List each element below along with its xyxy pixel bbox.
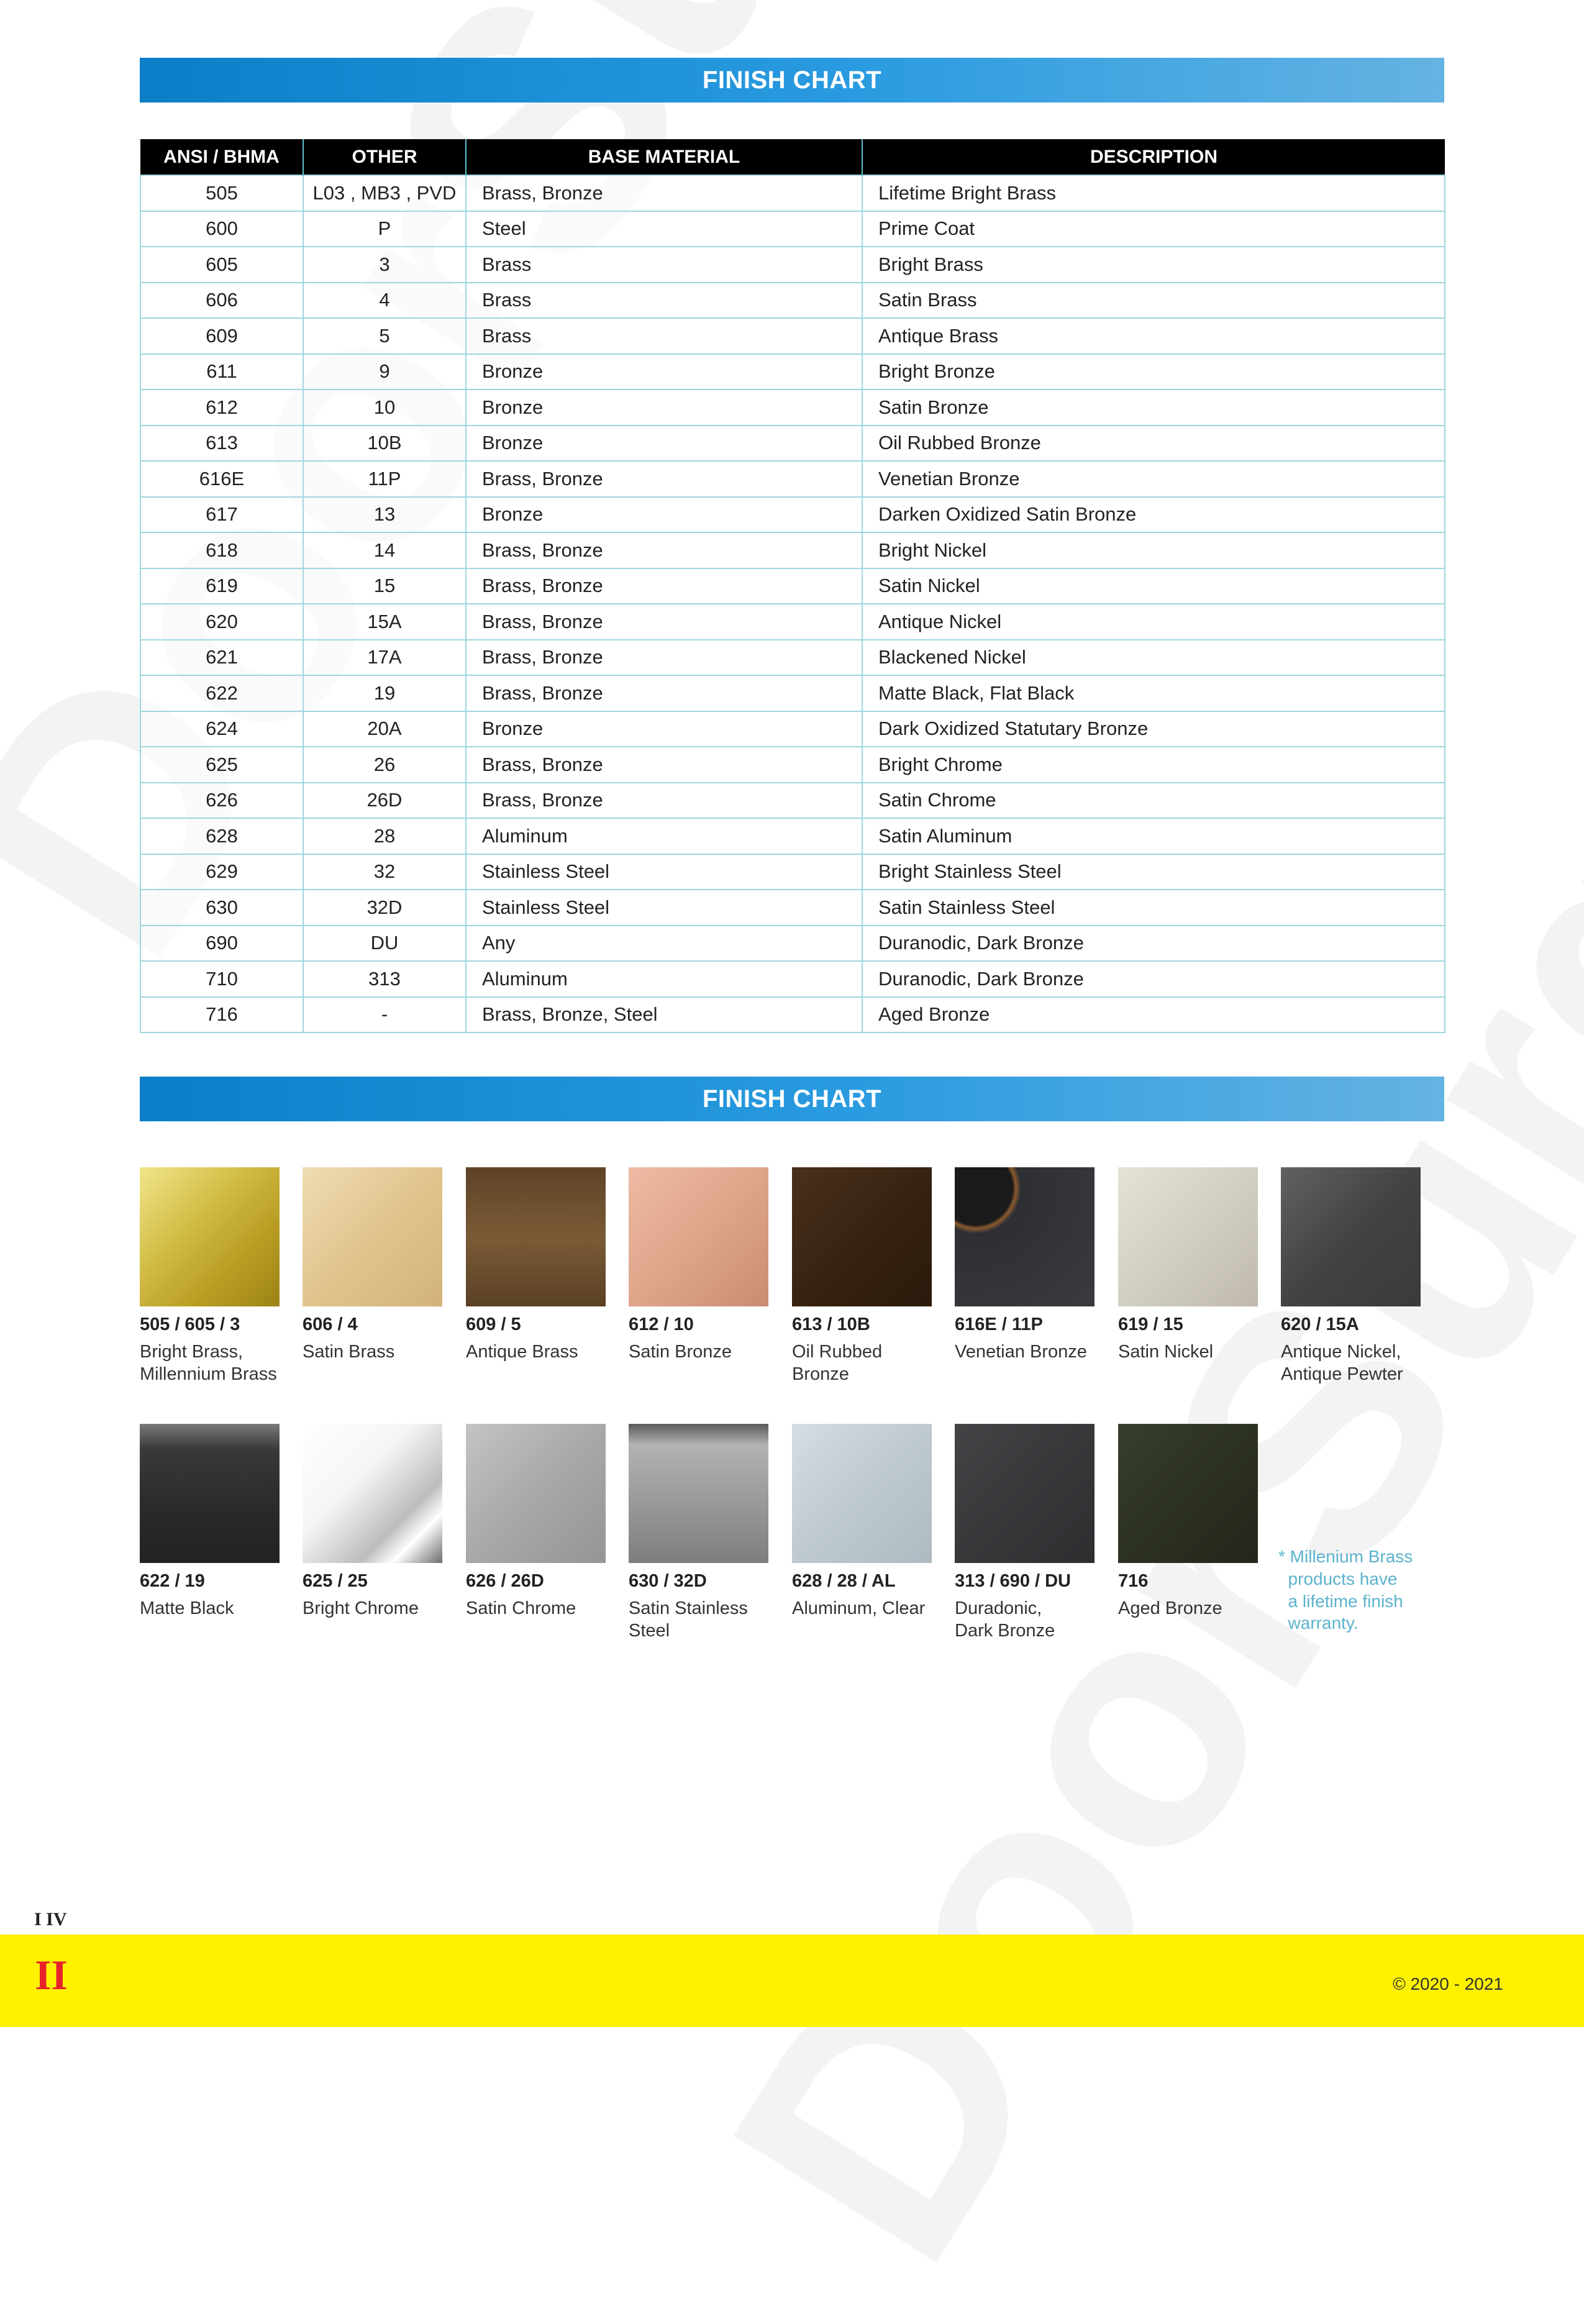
table-cell: 600 bbox=[140, 211, 303, 247]
table-cell: Venetian Bronze bbox=[862, 461, 1445, 497]
finish-swatch bbox=[140, 1167, 280, 1385]
table-row bbox=[140, 318, 1445, 354]
table-cell: Duranodic, Dark Bronze bbox=[862, 961, 1445, 997]
footer-band bbox=[0, 1934, 1584, 2027]
table-cell: 10B bbox=[303, 426, 466, 462]
table-cell: 606 bbox=[140, 283, 303, 319]
table-cell: Steel bbox=[466, 211, 862, 247]
table-cell: 26 bbox=[303, 747, 466, 783]
table-cell: DU bbox=[303, 926, 466, 962]
table-cell: 629 bbox=[140, 854, 303, 890]
table-cell: 11P bbox=[303, 461, 466, 497]
table-cell: 690 bbox=[140, 926, 303, 962]
table-cell: Brass bbox=[466, 247, 862, 283]
table-cell: Lifetime Bright Brass bbox=[862, 175, 1445, 211]
table-cell: Prime Coat bbox=[862, 211, 1445, 247]
table-header-cell: OTHER bbox=[303, 139, 466, 175]
chapter-marker: I IV bbox=[34, 1909, 67, 1930]
swatch-image bbox=[466, 1167, 606, 1306]
table-cell: 605 bbox=[140, 247, 303, 283]
swatch-name: Satin Chrome bbox=[466, 1598, 576, 1618]
table-cell: 4 bbox=[303, 283, 466, 319]
table-cell: P bbox=[303, 211, 466, 247]
table-cell: 710 bbox=[140, 961, 303, 997]
table-cell: 313 bbox=[303, 961, 466, 997]
table-row bbox=[140, 711, 1445, 747]
table-cell: Antique Brass bbox=[862, 318, 1445, 354]
swatch-code: 630 / 32D bbox=[629, 1571, 707, 1591]
table-cell: 628 bbox=[140, 818, 303, 854]
swatch-code: 612 / 10 bbox=[629, 1315, 694, 1334]
table-cell: 624 bbox=[140, 711, 303, 747]
table-cell: 9 bbox=[303, 354, 466, 390]
table-row bbox=[140, 247, 1445, 283]
table-cell: 28 bbox=[303, 818, 466, 854]
table-row bbox=[140, 461, 1445, 497]
table-cell: 5 bbox=[303, 318, 466, 354]
swatch-image bbox=[1118, 1167, 1258, 1306]
swatch-image bbox=[140, 1424, 280, 1563]
table-row bbox=[140, 640, 1445, 676]
table-cell: Brass, Bronze bbox=[466, 604, 862, 640]
table-cell: Satin Brass bbox=[862, 283, 1445, 319]
finish-swatch bbox=[303, 1167, 442, 1363]
swatch-name: Satin Bronze bbox=[629, 1341, 732, 1362]
finish-swatch bbox=[629, 1167, 768, 1363]
warranty-note: * Millenium Brass products have a lifetime finish warranty. bbox=[1278, 1547, 1413, 1633]
table-cell: Aluminum bbox=[466, 961, 862, 997]
table-cell: Bronze bbox=[466, 390, 862, 426]
table-cell: 10 bbox=[303, 390, 466, 426]
table-cell: 3 bbox=[303, 247, 466, 283]
table-cell: 609 bbox=[140, 318, 303, 354]
table-cell: Bright Bronze bbox=[862, 354, 1445, 390]
finish-swatch bbox=[629, 1424, 768, 1642]
table-cell: Bright Nickel bbox=[862, 532, 1445, 568]
table-row bbox=[140, 390, 1445, 426]
table-cell: Satin Nickel bbox=[862, 568, 1445, 604]
table-row bbox=[140, 426, 1445, 462]
table-cell: 613 bbox=[140, 426, 303, 462]
table-cell: Brass, Bronze bbox=[466, 175, 862, 211]
table-cell: 17A bbox=[303, 640, 466, 676]
table-cell: 616E bbox=[140, 461, 303, 497]
table-cell: Antique Nickel bbox=[862, 604, 1445, 640]
table-cell: 618 bbox=[140, 532, 303, 568]
table-header-cell: DESCRIPTION bbox=[862, 139, 1445, 175]
table-header-cell: BASE MATERIAL bbox=[466, 139, 862, 175]
table-cell: Brass bbox=[466, 283, 862, 319]
swatch-name: Antique Nickel, Antique Pewter bbox=[1281, 1341, 1403, 1385]
table-row bbox=[140, 818, 1445, 854]
swatch-image bbox=[629, 1167, 768, 1306]
swatch-code: 616E / 11P bbox=[955, 1315, 1043, 1334]
swatch-code: 606 / 4 bbox=[303, 1315, 358, 1334]
table-cell: Brass, Bronze bbox=[466, 532, 862, 568]
swatch-name: Antique Brass bbox=[466, 1341, 578, 1362]
table-cell: 19 bbox=[303, 675, 466, 711]
swatch-name: Satin Nickel bbox=[1118, 1341, 1214, 1362]
swatch-code: 620 / 15A bbox=[1281, 1315, 1359, 1334]
table-cell: 32 bbox=[303, 854, 466, 890]
swatch-code: 609 / 5 bbox=[466, 1315, 521, 1334]
table-row bbox=[140, 604, 1445, 640]
swatch-image bbox=[1118, 1424, 1258, 1563]
table-body bbox=[140, 175, 1445, 1032]
table-cell: 716 bbox=[140, 997, 303, 1033]
finish-swatch bbox=[140, 1424, 280, 1620]
table-cell: 621 bbox=[140, 640, 303, 676]
table-cell: Brass bbox=[466, 318, 862, 354]
table-cell: Oil Rubbed Bronze bbox=[862, 426, 1445, 462]
finish-swatch bbox=[466, 1167, 606, 1363]
table-cell: Stainless Steel bbox=[466, 890, 862, 926]
swatch-code: 505 / 605 / 3 bbox=[140, 1315, 240, 1334]
table-row bbox=[140, 175, 1445, 211]
table-row bbox=[140, 354, 1445, 390]
swatch-image bbox=[303, 1167, 442, 1306]
swatch-name: Satin Brass bbox=[303, 1341, 395, 1362]
copyright-text: © 2020 - 2021 bbox=[1393, 1974, 1503, 1994]
table-cell: Satin Bronze bbox=[862, 390, 1445, 426]
swatch-image bbox=[303, 1424, 442, 1563]
table-cell: 26D bbox=[303, 783, 466, 819]
table-cell: 13 bbox=[303, 497, 466, 533]
table-cell: 625 bbox=[140, 747, 303, 783]
swatch-name: Aged Bronze bbox=[1118, 1598, 1222, 1618]
table-cell: Satin Aluminum bbox=[862, 818, 1445, 854]
table-cell: 622 bbox=[140, 675, 303, 711]
table-cell: Bright Brass bbox=[862, 247, 1445, 283]
table-row bbox=[140, 783, 1445, 819]
table-cell: Brass, Bronze bbox=[466, 675, 862, 711]
table-row bbox=[140, 961, 1445, 997]
table-cell: 505 bbox=[140, 175, 303, 211]
section-header-swatches: FINISH CHART bbox=[140, 1077, 1444, 1121]
table-cell: Darken Oxidized Satin Bronze bbox=[862, 497, 1445, 533]
finish-swatch bbox=[792, 1167, 932, 1385]
table-row bbox=[140, 997, 1445, 1033]
swatch-image bbox=[792, 1424, 932, 1563]
swatch-code: 625 / 25 bbox=[303, 1571, 368, 1591]
table-row bbox=[140, 890, 1445, 926]
swatch-name: Satin Stainless Steel bbox=[629, 1598, 748, 1641]
table-row bbox=[140, 747, 1445, 783]
swatch-name: Bright Chrome bbox=[303, 1598, 419, 1618]
table-cell: Brass, Bronze bbox=[466, 747, 862, 783]
table-cell: Aged Bronze bbox=[862, 997, 1445, 1033]
table-cell: Brass, Bronze bbox=[466, 568, 862, 604]
swatch-image bbox=[955, 1167, 1095, 1306]
swatch-code: 716 bbox=[1118, 1571, 1149, 1591]
swatch-code: 613 / 10B bbox=[792, 1315, 870, 1334]
finish-swatch bbox=[955, 1424, 1095, 1642]
table-cell: Dark Oxidized Statutary Bronze bbox=[862, 711, 1445, 747]
table-cell: 626 bbox=[140, 783, 303, 819]
swatch-name: Duradonic, Dark Bronze bbox=[955, 1598, 1055, 1641]
swatch-image bbox=[955, 1424, 1095, 1563]
finish-swatch bbox=[792, 1424, 932, 1620]
table-cell: Satin Stainless Steel bbox=[862, 890, 1445, 926]
swatch-image bbox=[140, 1167, 280, 1306]
page-marker: II bbox=[35, 1951, 68, 1998]
table-cell: Satin Chrome bbox=[862, 783, 1445, 819]
swatch-name: Matte Black bbox=[140, 1598, 234, 1618]
table-cell: Aluminum bbox=[466, 818, 862, 854]
table-cell: Bronze bbox=[466, 497, 862, 533]
table-cell: - bbox=[303, 997, 466, 1033]
swatch-name: Bright Brass, Millennium Brass bbox=[140, 1341, 277, 1385]
table-cell: Bronze bbox=[466, 711, 862, 747]
table-row bbox=[140, 532, 1445, 568]
swatch-image bbox=[792, 1167, 932, 1306]
table-row bbox=[140, 926, 1445, 962]
table-cell: Any bbox=[466, 926, 862, 962]
swatch-image bbox=[466, 1424, 606, 1563]
swatch-name: Oil Rubbed Bronze bbox=[792, 1341, 883, 1385]
finish-swatch bbox=[1118, 1167, 1258, 1363]
section-header-table: FINISH CHART bbox=[140, 58, 1444, 103]
table-row bbox=[140, 211, 1445, 247]
table-cell: 611 bbox=[140, 354, 303, 390]
swatch-image bbox=[1281, 1167, 1421, 1306]
swatch-code: 622 / 19 bbox=[140, 1571, 205, 1591]
table-cell: Bronze bbox=[466, 426, 862, 462]
table-cell: 619 bbox=[140, 568, 303, 604]
table-cell: L03 , MB3 , PVD bbox=[303, 175, 466, 211]
table-cell: 32D bbox=[303, 890, 466, 926]
swatch-code: 626 / 26D bbox=[466, 1571, 544, 1591]
table-row bbox=[140, 568, 1445, 604]
finish-swatch bbox=[955, 1167, 1095, 1363]
swatch-code: 313 / 690 / DU bbox=[955, 1571, 1071, 1591]
finish-swatch bbox=[1118, 1424, 1258, 1620]
swatch-image bbox=[629, 1424, 768, 1563]
table-cell: 612 bbox=[140, 390, 303, 426]
table-cell: Brass, Bronze bbox=[466, 461, 862, 497]
table-cell: 20A bbox=[303, 711, 466, 747]
finish-swatch bbox=[303, 1424, 442, 1620]
swatch-name: Venetian Bronze bbox=[955, 1341, 1087, 1362]
swatch-code: 619 / 15 bbox=[1118, 1315, 1183, 1334]
table-cell: Bright Chrome bbox=[862, 747, 1445, 783]
swatch-code: 628 / 28 / AL bbox=[792, 1571, 896, 1591]
table-cell: Bronze bbox=[466, 354, 862, 390]
table-header-cell: ANSI / BHMA bbox=[140, 139, 303, 175]
table-header-row bbox=[140, 139, 1445, 175]
table-cell: 630 bbox=[140, 890, 303, 926]
table-cell: Brass, Bronze bbox=[466, 783, 862, 819]
table-cell: Matte Black, Flat Black bbox=[862, 675, 1445, 711]
table-row bbox=[140, 283, 1445, 319]
table-cell: 15 bbox=[303, 568, 466, 604]
table-cell: 15A bbox=[303, 604, 466, 640]
table-cell: Brass, Bronze, Steel bbox=[466, 997, 862, 1033]
table-row bbox=[140, 675, 1445, 711]
table-cell: 620 bbox=[140, 604, 303, 640]
table-cell: Brass, Bronze bbox=[466, 640, 862, 676]
table-row bbox=[140, 854, 1445, 890]
table-cell: Blackened Nickel bbox=[862, 640, 1445, 676]
table-cell: 617 bbox=[140, 497, 303, 533]
table-cell: Stainless Steel bbox=[466, 854, 862, 890]
table-cell: 14 bbox=[303, 532, 466, 568]
swatch-name: Aluminum, Clear bbox=[792, 1598, 926, 1618]
finish-swatch bbox=[466, 1424, 606, 1620]
finish-table bbox=[140, 139, 1445, 1033]
table-row bbox=[140, 497, 1445, 533]
table-cell: Duranodic, Dark Bronze bbox=[862, 926, 1445, 962]
finish-swatch bbox=[1281, 1167, 1421, 1385]
table-cell: Bright Stainless Steel bbox=[862, 854, 1445, 890]
